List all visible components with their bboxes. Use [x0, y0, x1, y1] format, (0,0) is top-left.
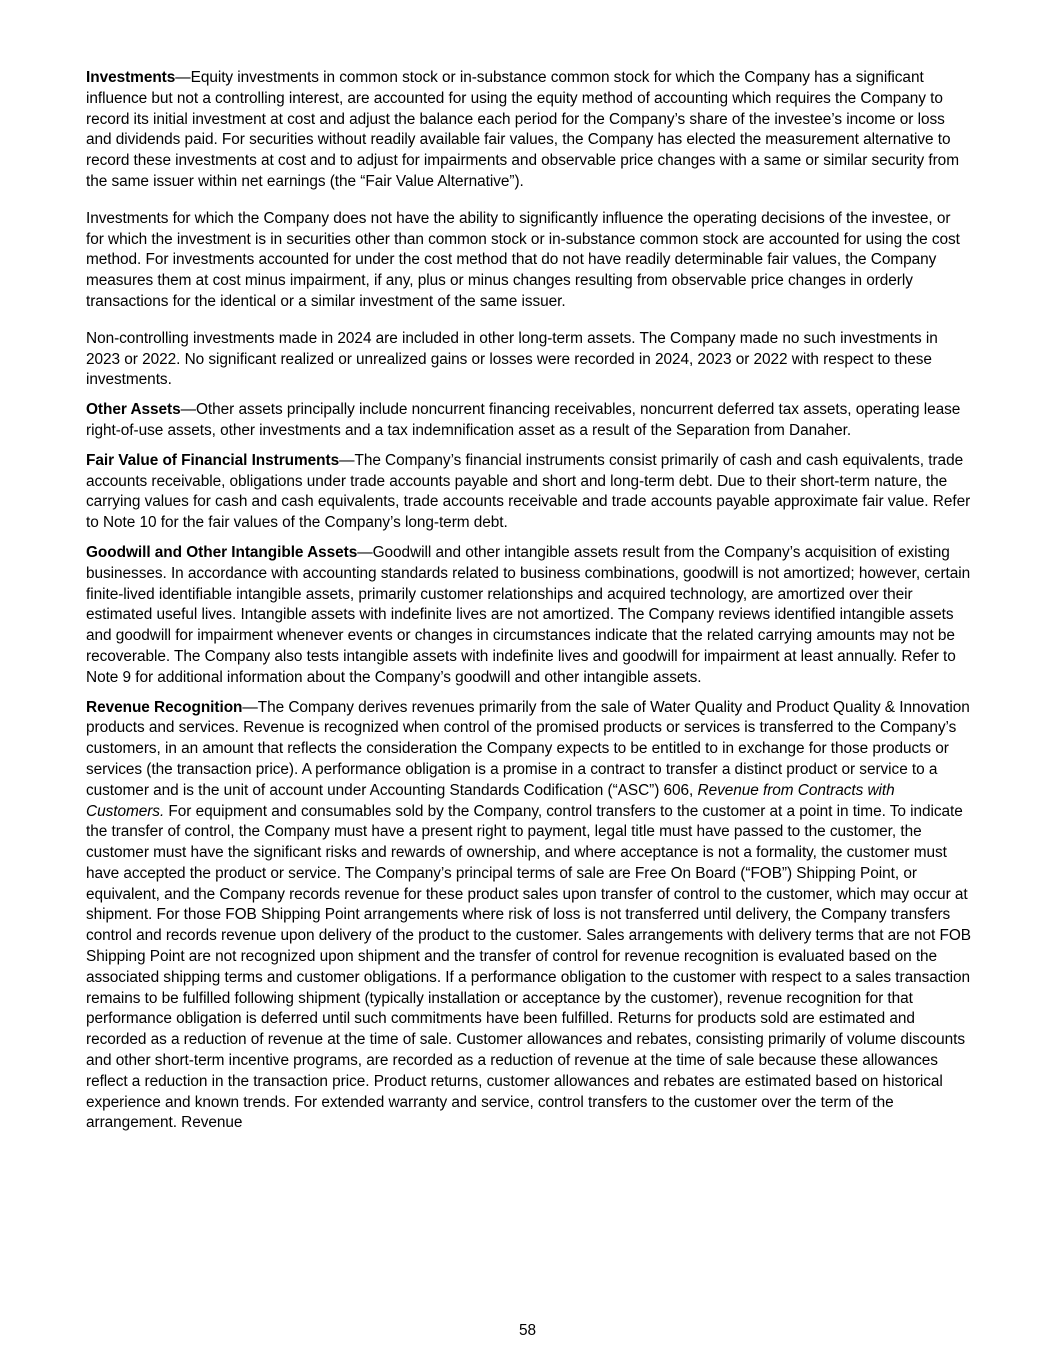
- fair-value-text: —The Company’s financial instruments consist primarily of cash and cash equivalents, trade accounts receivable, obligations under trade accounts payable and short and long-term debt. Due to their short-term nature, the carrying values for cash and cash equivalents, trade accounts receivable and trade accounts payable approximate fair value. Refer to Note 10 for the fair values of the Company’s long-term debt.: [86, 451, 971, 532]
- investments-text-2: Investments for which the Company does not have the ability to significantly influence the operating decisions of the investee, or for which the investment is in securities other than common stock or in-substance common stock are accounted for using the cost method. For investments accounted for under the cost method that do not have readily determinable fair values, the Company measures them at cost minus impairment, if any, plus or minus changes resulting from observable price changes in orderly transactions for the identical or a similar investment of the same issuer.: [86, 209, 960, 310]
- investments-paragraph-1: [86, 68, 972, 193]
- revenue-standard-title: Revenue from Contracts with Customers.: [86, 781, 895, 820]
- revenue-heading: Revenue Recognition: [86, 698, 243, 716]
- goodwill-paragraph: [86, 543, 972, 689]
- revenue-text-after: For equipment and consumables sold by the Company, control transfers to the customer at a point in time. To indicate the transfer of control, the Company must have a present right to payment, legal title must have passed to the customer, the customer must have the significant risks and rewards of ownership, and where acceptance is not a formality, the customer must have accepted the product or service. The Company’s principal terms of sale are Free On Board (“FOB”) Shipping Point, or equivalent, and the Company records revenue for these product sales upon transfer of control to the customer, which may occur at shipment. For those FOB Shipping Point arrangements where risk of loss is not transferred until delivery, the Company transfers control and records revenue upon delivery of the product to the customer. Sales arrangements with delivery terms that are not FOB Shipping Point are not recognized upon shipment and the transfer of control for revenue recognition is evaluated based on the associated shipping terms and customer obligations. If a performance obligation to the customer with respect to a sales transaction remains to be fulfilled following shipment (typically installation or acceptance by the customer), revenue recognition for that performance obligation is deferred until such commitments have been fulfilled. Returns for products sold are estimated and recorded as a reduction of revenue at the time of sale. Customer allowances and rebates, consisting primarily of volume discounts and other short-term incentive programs, are recorded as a reduction of revenue at the time of sale because these allowances reflect a reduction in the transaction price. Product returns, customer allowances and rebates are estimated based on historical experience and known trends. For extended warranty and service, control transfers to the customer over the term of the arrangement. Revenue: [86, 802, 971, 1132]
- goodwill-heading: Goodwill and Other Intangible Assets: [86, 543, 358, 561]
- goodwill-text: —Goodwill and other intangible assets result from the Company’s acquisition of existing businesses. In accordance with accounting standards related to business combinations, goodwill is not amortized; however, certain finite-lived identifiable intangible assets, primarily customer relationships and acquired technology, are amortized over their estimated useful lives. Intangible assets with indefinite lives are not amortized. The Company reviews identified intangible assets and goodwill for impairment whenever events or changes in circumstances indicate that the related carrying amounts may not be recoverable. The Company also tests intangible assets with indefinite lives and goodwill for impairment at least annually. Refer to Note 9 for additional information about the Company’s goodwill and other intangible assets.: [86, 543, 971, 686]
- investments-text-1: —Equity investments in common stock or in-substance common stock for which the Company has a significant influence but not a controlling interest, are accounted for using the equity method of accounting which requires the Company to record its initial investment at cost and adjust the balance each period for the Company’s share of the investee’s income or loss and dividends paid. For securities without readily available fair values, the Company has elected the measurement alternative to record these investments at cost and to adjust for impairments and observable price changes with a same or similar security from the same issuer within net earnings (the “Fair Value Alternative”).: [86, 69, 959, 190]
- revenue-text-before: —The Company derives revenues primarily from the sale of Water Quality and Product Quality & Innovation products and services. Revenue is recognized when control of the promised products or services is transferred to the Company’s customers, in an amount that reflects the consideration the Company expects to be entitled to in exchange for those products or services (the transaction price). A performance obligation is a promise in a contract to transfer a distinct product or service to a customer and is the unit of account under Accounting Standards Codification (“ASC”) 606,: [86, 698, 970, 799]
- fair-value-paragraph: [86, 451, 972, 534]
- document-body: [86, 68, 972, 1143]
- page-number: 58: [518, 1322, 537, 1339]
- investments-paragraph-2: [86, 209, 972, 313]
- fair-value-heading: Fair Value of Financial Instruments: [86, 451, 340, 469]
- revenue-paragraph: [86, 698, 972, 1135]
- investments-paragraph-3: [86, 329, 972, 391]
- other-assets-text: —Other assets principally include noncurrent financing receivables, noncurrent deferred tax assets, operating lease right-of-use assets, other investments and a tax indemnification asset as a result of the Separation from Danaher.: [86, 401, 961, 439]
- investments-heading: Investments: [86, 69, 176, 86]
- other-assets-heading: Other Assets: [86, 401, 181, 419]
- investments-text-3: Non-controlling investments made in 2024 are included in other long-term assets. The Company made no such investments in 2023 or 2022. No significant realized or unrealized gains or losses were recorded in 2024, 2023 or 2022 with respect to these investments.: [86, 329, 938, 389]
- other-assets-paragraph: [86, 400, 972, 442]
